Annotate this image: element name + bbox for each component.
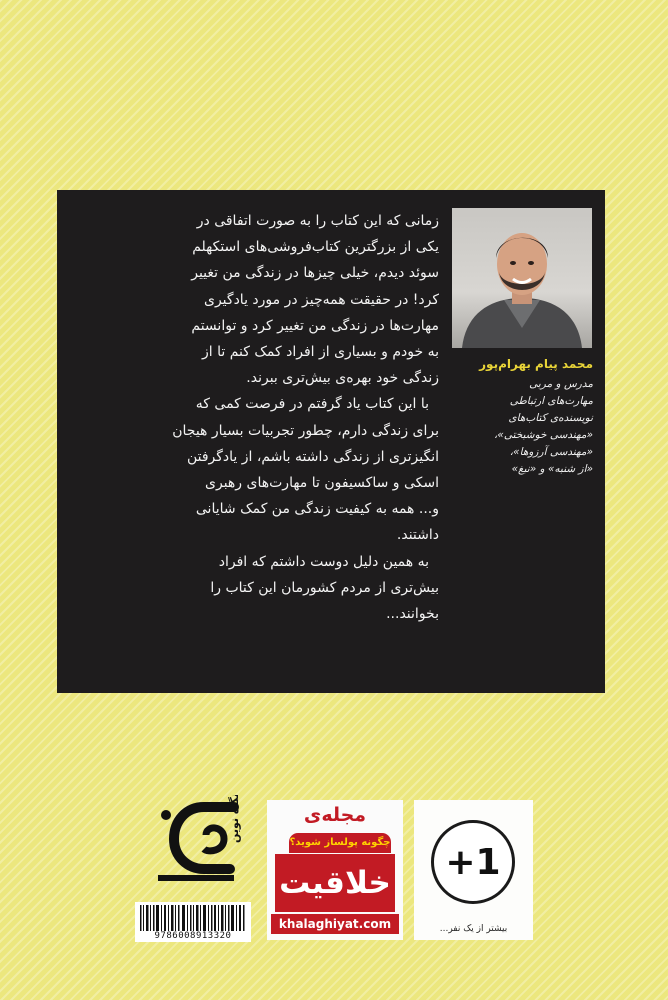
blurb-line: و... همه به کیفیت زندگی من کمک شایانی [195, 501, 439, 518]
blurb-line: یکی از بزرگترین کتاب‌فروشی‌های استکهلم [192, 239, 439, 256]
blurb-line: برای زندگی دارم، چطور تجربیات بسیار هیجان [172, 422, 439, 439]
author-bio-line: «مهندسی آرزوها»، [509, 446, 593, 458]
blurb-text [79, 208, 439, 627]
blurb-line: سوئد دیدم، خیلی چیزها در زندگی من تغییر [191, 265, 439, 282]
magazine-logo: خلاقیت [275, 854, 395, 912]
magazine-subtitle: چگونه پولساز شوید؟ [289, 833, 391, 853]
blurb-line: زندگی خود بهره‌ی بیش‌تری ببرند. [246, 370, 439, 387]
blurb-line: داشتند. [396, 527, 439, 544]
barcode [135, 902, 251, 942]
author-bio-line: نویسنده‌ی کتاب‌های [508, 412, 593, 424]
plus-one-caption: بیشتر از یک نفر... [439, 924, 508, 934]
back-cover-panel [57, 190, 605, 693]
author-photo [452, 208, 592, 348]
publisher-logo [146, 795, 246, 899]
blurb-line: اسکی و ساکسیفون تا مهارت‌های رهبری [205, 475, 439, 492]
author-bio-line: مهارت‌های ارتباطی [509, 395, 593, 407]
blurb-line: مهارت‌ها در زندگی من تغییر کرد و توانستم [191, 317, 439, 334]
plus-one-badge [414, 800, 533, 940]
author-bio-line: «از شنبه» و «نبغ» [511, 463, 593, 475]
blurb-line: بیش‌تری از مردم کشورمان این کتاب را [210, 579, 439, 596]
publisher-logo-icon [146, 795, 246, 895]
blurb-line: با این کتاب یاد گرفتم در فرصت کمی که [195, 396, 429, 413]
author-portrait-icon [452, 208, 592, 348]
blurb-line: به خودم و بسیاری از افراد کمک کنم تا از [202, 344, 439, 361]
blurb-line: کرد! در حقیقت همه‌چیز در مورد یادگیری [204, 291, 439, 308]
blurb-line: انگیزتری از زندگی داشته باشم، از یادگرفتن [186, 448, 439, 465]
magazine-badge [267, 800, 403, 940]
author-bio [449, 376, 593, 478]
blurb-line: زمانی که این کتاب را به صورت اتفاقی در [196, 213, 439, 229]
author-bio-line: «مهندسی خوشبختی»، [494, 429, 593, 441]
barcode-number: 9786008913320 [154, 931, 232, 941]
plus-one-icon: +1 [431, 820, 515, 904]
publisher-logo-text: نگاه نوین [228, 795, 241, 843]
blurb-line: بخوانند... [386, 606, 439, 623]
barcode-icon [140, 905, 246, 931]
author-name: محمد پیام بهرام‌پور [479, 357, 593, 371]
author-bio-line: مدرس و مربی [529, 378, 593, 390]
magazine-url: khalaghiyat.com [271, 914, 399, 934]
magazine-title: مجله‌ی [303, 804, 367, 826]
blurb-line: به همین دلیل دوست داشتم که افراد [218, 553, 429, 570]
